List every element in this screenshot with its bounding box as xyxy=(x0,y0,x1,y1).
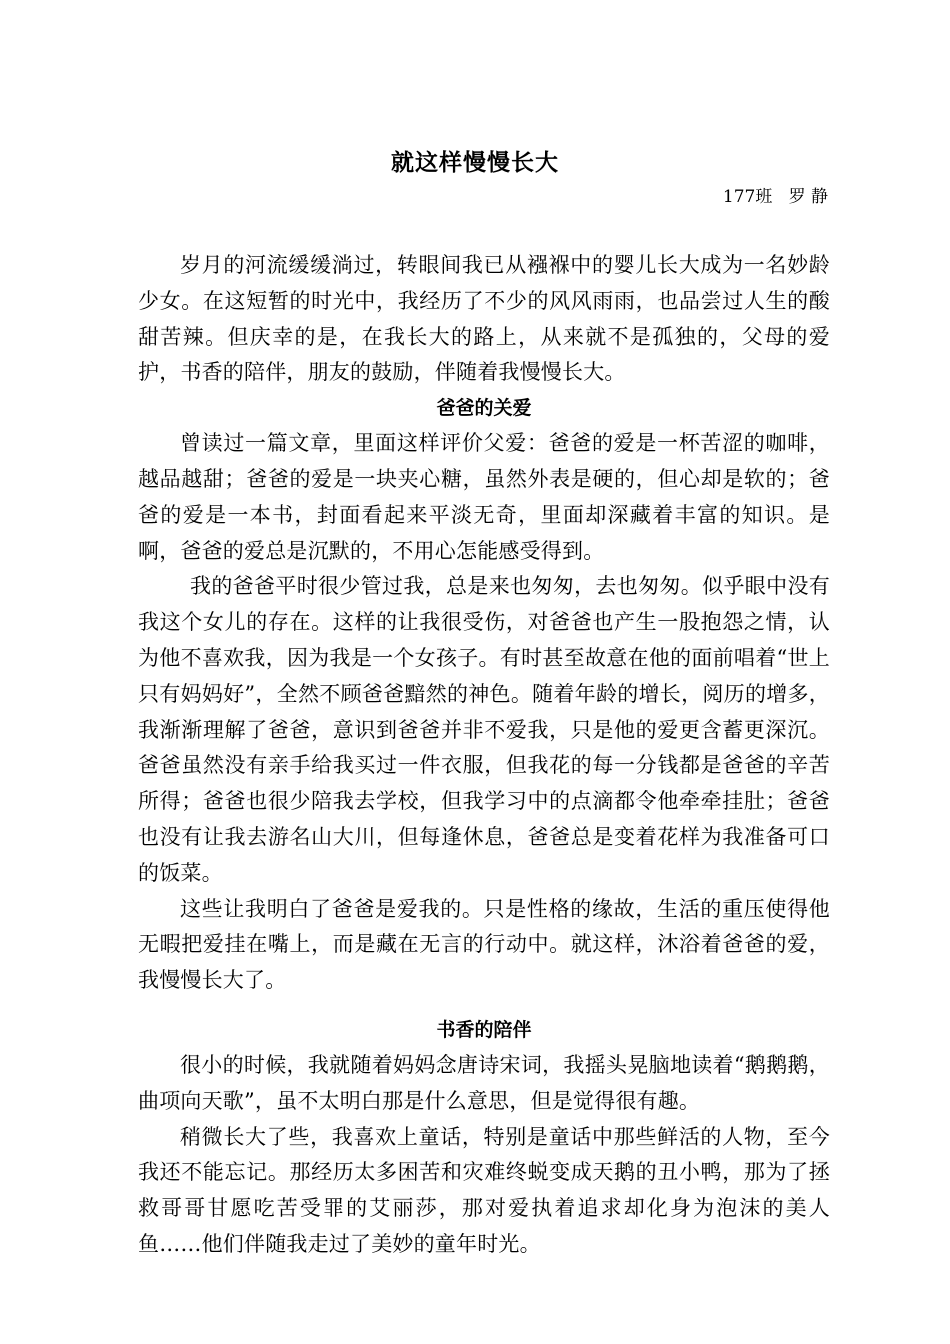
father-paragraph-2: 我的爸爸平时很少管过我，总是来也匆匆，去也匆匆。似乎眼中没有我这个女儿的存在。这样的让我很受伤，对爸爸也产生一股抱怨之情，认为他不喜欢我，因为我是一个女孩子。有时甚至故意在他的面前唱着“世上只有妈妈好”，全然不顾爸爸黯然的神色。随着年龄的增长，阅历的增多，我渐渐理解了爸爸，意识到爸爸并非不爱我，只是他的爱更含蓄更深沉。爸爸虽然没有亲手给我买过一件衣服，但我花的每一分钱都是爸爸的辛苦所得；爸爸也很少陪我去学校，但我学习中的点滴都令他牵牵挂肚；爸爸也没有让我去游名山大川，但每逢休息，爸爸总是变着花样为我准备可口的饭菜。 xyxy=(138,574,830,885)
father-paragraph-1: 曾读过一篇文章，里面这样评价父爱：爸爸的爱是一杯苦涩的咖啡，越品越甜；爸爸的爱是一块夹心糖，虽然外表是硬的，但心却是软的；爸爸的爱是一本书，封面看起来平淡无奇，里面却深藏着丰富的知识。是啊，爸爸的爱总是沉默的，不用心怎能感受得到。 xyxy=(138,431,830,563)
section-heading-books: 书香的陪伴 xyxy=(436,1018,532,1041)
essay-title: 就这样慢慢长大 xyxy=(391,150,559,176)
books-paragraph-2: 稍微长大了些，我喜欢上童话，特别是童话中那些鲜活的人物，至今我还不能忘记。那经历太多困苦和灾难终蜕变成天鹅的丑小鸭，那为了拯救哥哥甘愿吃苦受罪的艾丽莎，那对爱执着追求却化身为泡沫的美人鱼……他们伴随我走过了美妙的童年时光。 xyxy=(138,1124,830,1256)
intro-paragraph: 岁月的河流缓缓淌过，转眼间我已从襁褓中的婴儿长大成为一名妙龄少女。在这短暂的时光中，我经历了不少的风风雨雨，也品尝过人生的酸甜苦辣。但庆幸的是，在我长大的路上，从来就不是孤独的，父母的爱护，书香的陪伴，朋友的鼓励，伴随着我慢慢长大。 xyxy=(138,253,830,385)
author-line: 177班 罗 静 xyxy=(722,187,828,207)
father-paragraph-3: 这些让我明白了爸爸是爱我的。只是性格的缘故，生活的重压使得他无暇把爱挂在嘴上，而是藏在无言的行动中。就这样，沐浴着爸爸的爱，我慢慢长大了。 xyxy=(138,896,830,993)
books-paragraph-1: 很小的时候，我就随着妈妈念唐诗宋词，我摇头晃脑地读着“鹅鹅鹅，曲项向天歌”，虽不太明白那是什么意思，但是觉得很有趣。 xyxy=(138,1052,830,1113)
essay-body xyxy=(138,248,830,1263)
section-heading-father: 爸爸的关爱 xyxy=(436,397,532,420)
